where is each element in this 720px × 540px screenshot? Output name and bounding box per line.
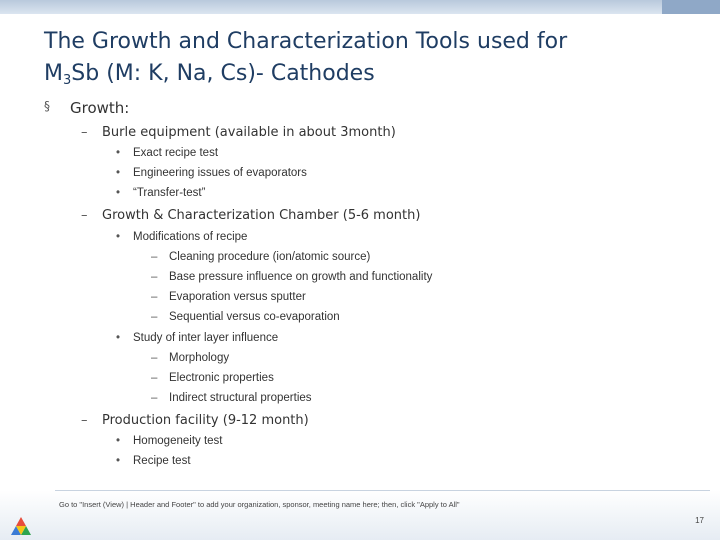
header-bar [0, 0, 720, 14]
list-item: Evaporation versus sputter [169, 291, 306, 303]
list-item: Indirect structural properties [169, 392, 312, 404]
dash-bullet: – [151, 352, 158, 364]
outline-modifications: Modifications of recipe [133, 231, 248, 243]
header-bar-accent [662, 0, 720, 14]
slide-title [44, 26, 704, 90]
list-item: Electronic properties [169, 372, 274, 384]
outline-growth: Growth: [70, 99, 130, 117]
footer-text: Go to "Insert (View) | Header and Footer" to add your organization, sponsor, meeting name here; then, click "Apply to All" [59, 500, 460, 509]
dash-bullet: – [151, 311, 158, 323]
footer-divider [55, 490, 710, 491]
list-item: Engineering issues of evaporators [133, 167, 307, 179]
page-number: 17 [695, 516, 704, 525]
dash-bullet: – [151, 372, 158, 384]
title-line-2: $M_3Sb$ (M: K, Na, Cs)- Cathodes [44, 61, 375, 88]
outline-burle: Burle equipment (available in about 3month) [102, 125, 396, 140]
dash-bullet: – [151, 251, 158, 263]
list-item: Exact recipe test [133, 147, 219, 159]
footer-bar [0, 490, 720, 540]
dot-bullet: • [116, 231, 121, 243]
dot-bullet: • [116, 435, 121, 447]
dash-bullet: – [151, 271, 158, 283]
list-item: Base pressure influence on growth and functionality [169, 271, 433, 283]
dot-bullet: • [116, 187, 121, 199]
square-bullet: § [44, 99, 50, 113]
dot-bullet: • [116, 167, 121, 179]
outline-chamber: Growth & Characterization Chamber (5-6 month) [102, 208, 421, 223]
list-item: Morphology [169, 352, 230, 364]
dot-bullet: • [116, 332, 121, 344]
dash-bullet: – [151, 291, 158, 303]
logo-icon [10, 516, 32, 536]
dash-bullet: – [81, 208, 88, 223]
list-item: Cleaning procedure (ion/atomic source) [169, 251, 371, 263]
list-item: Homogeneity test [133, 435, 223, 447]
title-line-1: The Growth and Characterization Tools used for [44, 29, 568, 54]
dot-bullet: • [116, 147, 121, 159]
list-item: Recipe test [133, 455, 191, 467]
dot-bullet: • [116, 455, 121, 467]
list-item: Sequential versus co-evaporation [169, 311, 340, 323]
dash-bullet: – [81, 413, 88, 428]
outline-study: Study of inter layer influence [133, 332, 279, 344]
dash-bullet: – [81, 125, 88, 140]
outline-production: Production facility (9-12 month) [102, 413, 309, 428]
dash-bullet: – [151, 392, 158, 404]
list-item: “Transfer-test” [133, 187, 206, 199]
